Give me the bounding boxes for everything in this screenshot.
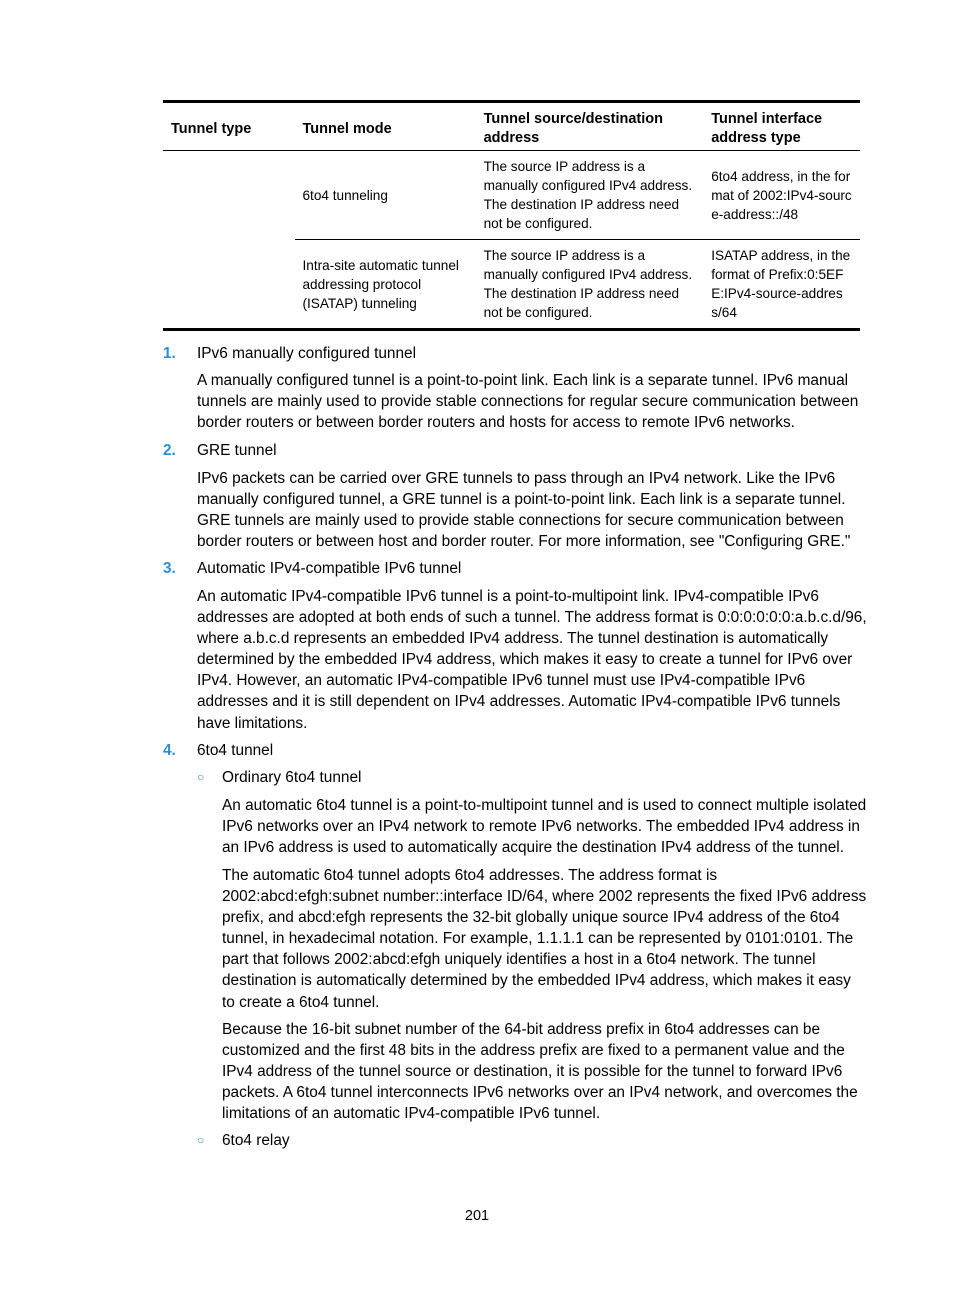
table-row	[163, 151, 860, 240]
section-body: IPv6 packets can be carried over GRE tunnels to pass through an IPv4 network. Like the IPv6 manually configured tunnel, a GRE tunnel is a point-to-point link. Each link is a separate tunnel. GRE tunnels are mainly used to provide stable connections for secure communication between border routers or between host and border router. For more information, see "Configuring GRE."	[197, 470, 851, 551]
tunnel-types-table	[163, 100, 860, 331]
page-number: 201	[464, 1208, 490, 1224]
cell-type	[163, 151, 295, 240]
section-title: GRE tunnel	[197, 442, 277, 459]
header-interface-address-type: Tunnel interface address type	[703, 102, 860, 151]
bullet-circle-icon: ○	[197, 1133, 205, 1147]
cell-interface-type: ISATAP address, in the format of Prefix:0:5EFE:IPv4-source-address/64	[711, 248, 851, 320]
subsection-title: Ordinary 6to4 tunnel	[222, 769, 362, 786]
cell-interface-type: 6to4 address, in the format of 2002:IPv4-source-address::/48	[703, 151, 860, 240]
table-row	[163, 240, 860, 330]
cell-source-dest: The source IP address is a manually configured IPv4 address. The destination IP address need not be configured.	[483, 248, 693, 320]
cell-source-dest: The source IP address is a manually configured IPv4 address. The destination IP address need not be configured.	[476, 151, 704, 240]
subsection-paragraph: The automatic 6to4 tunnel adopts 6to4 addresses. The address format is 2002:abcd:efgh:subnet number::interface ID/64, where 2002 represents the fixed IPv6 address prefix, and abcd:efgh represents the 32-bit globally unique source IPv4 address of the 6to4 tunnel, in hexadecimal notation. For example, 1.1.1.1 can be represented by 0101:0101. The part that follows 2002:abcd:efgh uniquely identifies a host in a 6to4 network. The tunnel destination is automatically determined by the embedded IPv4 address, which makes it easy to create a 6to4 tunnel.	[222, 867, 867, 1011]
table-header-row	[163, 102, 860, 151]
cell-mode: Intra-site automatic tunnel addressing protocol (ISATAP) tunneling	[302, 257, 459, 311]
bullet-circle-icon: ○	[197, 770, 205, 784]
section-number: 3.	[163, 560, 176, 577]
section-body: An automatic IPv4-compatible IPv6 tunnel is a point-to-multipoint link. IPv4-compatible IPv6 addresses are adopted at both ends of such a tunnel. The address format is 0:0:0:0:0:0:a.b.c.d/96, where a.b.c.d represents an embedded IPv4 address. The tunnel destination is automatically determined by the embedded IPv4 address, which makes it easy to create a tunnel for IPv6 over IPv4. However, an automatic IPv4-compatible IPv6 tunnel must use IPv4-compatible IPv6 addresses and it is still dependent on IPv4 addresses. Automatic IPv4-compatible IPv6 tunnels have limitations.	[197, 588, 867, 732]
subsection-title: 6to4 relay	[222, 1132, 290, 1149]
subsection-paragraph: An automatic 6to4 tunnel is a point-to-multipoint tunnel and is used to connect multiple isolated IPv6 networks over an IPv4 network to remote IPv6 networks. The embedded IPv4 address in an IPv6 address is used to automatically acquire the destination IPv4 address of the tunnel.	[222, 797, 867, 857]
section-body: A manually configured tunnel is a point-to-point link. Each link is a separate tunnel. IPv6 manual tunnels are mainly used to provide stable connections for regular secure communication between border routers or between border routers and hosts for access to remote IPv6 networks.	[197, 372, 859, 432]
cell-mode: 6to4 tunneling	[295, 151, 476, 240]
section-number: 1.	[163, 345, 176, 362]
header-tunnel-mode: Tunnel mode	[295, 102, 476, 151]
subsection-paragraph: Because the 16-bit subnet number of the 64-bit address prefix in 6to4 addresses can be customized and the first 48 bits in the address prefix are fixed to a permanent value and the IPv4 address of the tunnel source or destination, it is possible for the tunnel to forward IPv6 packets. A 6to4 tunnel interconnects IPv6 networks over an IPv4 network, and overcomes the limitations of an automatic IPv4-compatible IPv6 tunnel.	[222, 1021, 858, 1123]
cell-type	[163, 240, 295, 330]
section-title: 6to4 tunnel	[197, 742, 274, 759]
header-source-destination: Tunnel source/destination address	[476, 102, 704, 151]
section-number: 4.	[163, 742, 176, 759]
section-number: 2.	[163, 442, 176, 459]
section-title: Automatic IPv4-compatible IPv6 tunnel	[197, 560, 462, 577]
section-title: IPv6 manually configured tunnel	[197, 345, 417, 362]
header-tunnel-type: Tunnel type	[163, 102, 295, 151]
